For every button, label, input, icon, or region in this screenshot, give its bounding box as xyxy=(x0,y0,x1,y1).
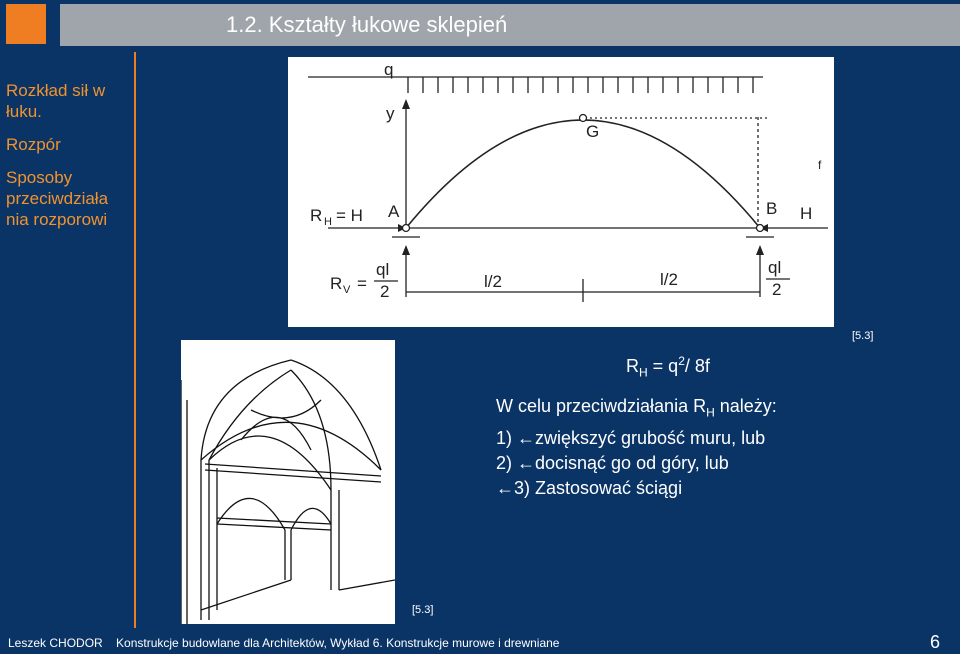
rb-denominator: 2 xyxy=(772,280,782,299)
rh-equals: = H xyxy=(336,206,363,225)
rv-denominator: 2 xyxy=(380,282,390,301)
vault-citation: [5.3] xyxy=(412,604,434,616)
rv-label: R xyxy=(330,274,343,293)
rise-label: f xyxy=(818,158,822,172)
accent-square xyxy=(6,4,46,44)
footer-course: Konstrukcje budowlane dla Architektów, Wykład 6. Konstrukcje murowe i drewniane xyxy=(116,636,560,650)
formula-sub: H xyxy=(639,365,648,380)
load-label: q xyxy=(384,60,394,79)
countermeasure-3: ←3) Zastosować ściągi xyxy=(496,477,683,498)
arch-curve xyxy=(406,120,760,228)
vault-svg xyxy=(181,340,395,624)
title-bar xyxy=(60,4,960,46)
load-arrows xyxy=(408,77,753,93)
arch-citation: [5.3] xyxy=(852,330,874,342)
arch-diagram-svg xyxy=(288,57,834,327)
support-b-label: B xyxy=(766,199,778,218)
crown-label: G xyxy=(586,122,600,141)
half-span-right: l/2 xyxy=(660,270,678,289)
y-axis-label: y xyxy=(386,104,395,123)
slide-title: 1.2. Kształty łukowe sklepień xyxy=(226,12,508,37)
half-span-left: l/2 xyxy=(484,272,502,291)
rv-subscript: V xyxy=(343,284,351,296)
hinge-crown xyxy=(580,115,587,122)
arch-diagram xyxy=(288,57,834,327)
countermeasure-2: 2) ←docisnąć go od góry, lub xyxy=(496,452,729,473)
formula-tail: / 8f xyxy=(684,356,710,376)
footer-author: Leszek CHODOR xyxy=(8,636,103,650)
rb-numerator: ql xyxy=(768,258,782,277)
vault-illustration xyxy=(181,340,395,624)
sidebar xyxy=(6,80,132,242)
countermeasures-intro: W celu przeciwdziałania $R_H$ należy: xyxy=(496,396,777,420)
hinge-b xyxy=(757,225,764,232)
reaction-arrowhead-b xyxy=(756,245,764,255)
support-a-label: A xyxy=(388,202,400,221)
hinge-a xyxy=(403,225,410,232)
formula-r: R xyxy=(626,356,639,376)
sidebar-item-counteract-methods: Sposoby przeciwdziała nia rozporowi xyxy=(6,168,109,229)
page-number: 6 xyxy=(930,632,941,652)
sidebar-item-force-distribution: Rozkład sił w łuku. xyxy=(6,81,106,121)
countermeasures-text xyxy=(496,394,777,501)
countermeasure-1: 1) ←zwiększyć grubość muru, lub xyxy=(496,427,766,448)
rv-equals: = xyxy=(357,274,367,293)
reaction-arrowhead-a xyxy=(402,245,410,255)
sidebar-divider xyxy=(134,52,136,628)
thrust-formula xyxy=(626,354,710,380)
h-right-label: H xyxy=(800,204,813,223)
formula-sup: 2 xyxy=(678,354,685,368)
rh-subscript: H xyxy=(324,216,332,228)
y-axis-arrowhead xyxy=(402,99,410,109)
rh-label: R xyxy=(310,206,323,225)
rv-numerator: ql xyxy=(376,260,390,279)
footer xyxy=(8,636,569,650)
sidebar-item-thrust: Rozpór xyxy=(6,135,61,154)
formula-eq: = q xyxy=(647,356,679,376)
